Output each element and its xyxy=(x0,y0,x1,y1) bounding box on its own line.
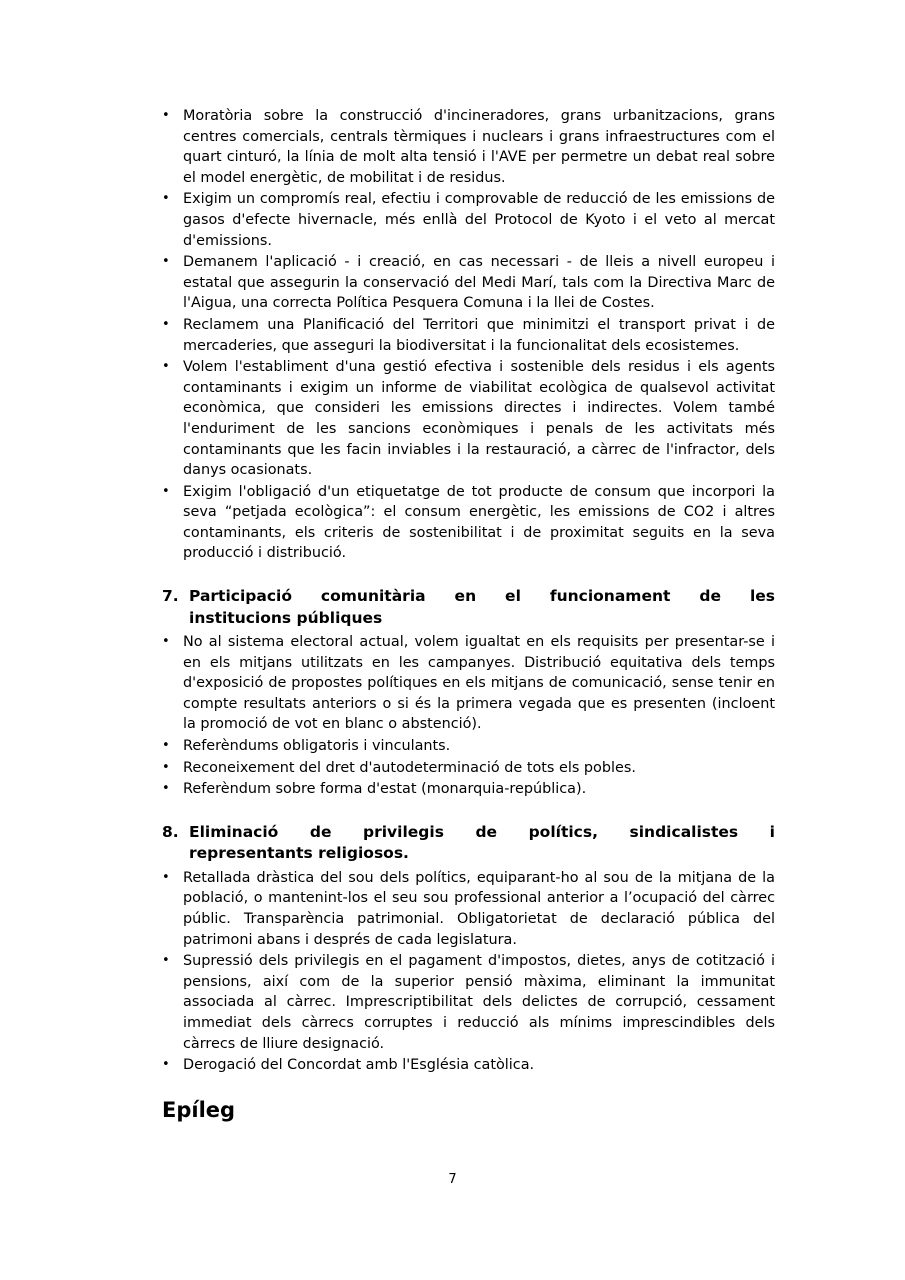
list-item-text: Moratòria sobre la construcció d'incineradores, grans urbanitzacions, grans centres comercials, centrals tèrmiques i nuclears i grans infraestructures com el quart cinturó, la línia de molt alta tensió i l'AVE per permetre un debat real sobre el model energètic, de mobilitat i de residus. xyxy=(183,108,775,186)
list-item-text: Reconeixement del dret d'autodeterminació de tots els pobles. xyxy=(183,759,636,776)
list-item-text: Demanem l'aplicació - i creació, en cas necessari - de lleis a nivell europeu i estatal que assegurin la conservació del Medi Marí, tals com la Directiva Marc de l'Aigua, una correcta Política Pesquera Comuna i la llei de Costes. xyxy=(183,254,775,312)
page-body xyxy=(162,106,775,1124)
bullet-icon: • xyxy=(162,254,170,270)
section-8-bullet-list xyxy=(162,868,775,1076)
list-item-text: Exigim un compromís real, efectiu i comprovable de reducció de les emissions de gasos d'efecte hivernacle, més enllà del Protocol de Kyoto i el veto al mercat d'emissions. xyxy=(183,191,775,249)
list-item-text: Derogació del Concordat amb l'Església catòlica. xyxy=(183,1057,535,1074)
section-7-bullet-list xyxy=(162,632,775,800)
bullet-icon: • xyxy=(162,869,170,885)
section-7-title-line1: Participació comunitària en el funcionament de les xyxy=(189,587,775,606)
list-item xyxy=(162,736,775,757)
bullet-icon: • xyxy=(162,191,170,207)
section-8-title-line2: representants religiosos. xyxy=(189,844,409,863)
section-8-number: 8. xyxy=(162,822,179,841)
bullet-icon: • xyxy=(162,953,170,969)
bullet-icon: • xyxy=(162,359,170,375)
bullet-icon: • xyxy=(162,108,170,123)
list-item-text: Referèndums obligatoris i vinculants. xyxy=(183,738,451,755)
list-item-text: Retallada dràstica del sou dels polítics, equiparant-ho al sou de la mitjana de la població, o mantenint-los el seu sou professional anterior a l’ocupació del càrrec públic. Transparència patrimonial. Obligatorietat de declaració pública del patrimoni abans i després de cada legislatura. xyxy=(183,869,775,948)
section-7-heading xyxy=(162,586,775,629)
section-8-title-line1: Eliminació de privilegis de polítics, sindicalistes i xyxy=(189,822,775,841)
list-item xyxy=(162,252,775,314)
bullet-icon: • xyxy=(162,738,170,754)
intro-bullet-list xyxy=(162,106,775,564)
epilog-heading: Epíleg xyxy=(162,1097,236,1122)
list-item xyxy=(162,758,775,779)
bullet-icon: • xyxy=(162,781,170,797)
list-item-text: Volem l'establiment d'una gestió efectiva i sostenible dels residus i els agents contaminants i exigim un informe de viabilitat ecològica de qualsevol activitat econòmica, que consideri les emissions directes i indirectes. Volem també l'enduriment de les sancions econòmiques i penals de les activitats més contaminants que les facin inviables i la restauració, a càrrec de l'infractor, dels danys ocasionats. xyxy=(183,359,775,479)
bullet-icon: • xyxy=(162,634,170,650)
list-item-text: No al sistema electoral actual, volem igualtat en els requisits per presentar-se i en els mitjans utilitzats en les campanyes. Distribució equitativa dels temps d'exposició de propostes polítiques en els mitjans de comunicació, sense tenir en compte resultats anteriors o si és la primera vegada que es presenten (incloent la promoció de vot en blanc o abstenció). xyxy=(183,634,775,733)
section-7-title-line2: institucions públiques xyxy=(189,608,383,627)
list-item xyxy=(162,632,775,735)
list-item xyxy=(162,357,775,481)
list-item xyxy=(162,779,775,800)
list-item xyxy=(162,868,775,950)
bullet-icon: • xyxy=(162,316,170,332)
list-item-text: Reclamem una Planificació del Territori que minimitzi el transport privat i de mercaderies, que asseguri la biodiversitat i la funcionalitat dels ecosistemes. xyxy=(183,316,775,354)
page-number: 7 xyxy=(448,1172,457,1187)
list-item-text: Supressió dels privilegis en el pagament d'impostos, dietes, anys de cotització i pensions, així com de la superior pensió màxima, eliminant la immunitat associada al càrrec. Imprescriptibilitat dels delictes de corrupció, cessament immediat dels càrrecs corruptes i reducció als mínims imprescindibles dels càrrecs de lliure designació. xyxy=(183,953,775,1052)
bullet-icon: • xyxy=(162,759,170,775)
section-8-heading xyxy=(162,822,775,865)
list-item-text: Referèndum sobre forma d'estat (monarquia-república). xyxy=(183,781,587,798)
list-item xyxy=(162,951,775,1054)
list-item xyxy=(162,482,775,564)
list-item xyxy=(162,106,775,188)
list-item xyxy=(162,1055,775,1076)
list-item-text: Exigim l'obligació d'un etiquetatge de tot producte de consum que incorpori la seva “petjada ecològica”: el consum energètic, les emissions de CO2 i altres contaminants, els criteris de sostenibilitat i de proximitat seguits en la seva producció i distribució. xyxy=(183,483,775,562)
bullet-icon: • xyxy=(162,483,170,499)
bullet-icon: • xyxy=(162,1057,170,1073)
section-7-number: 7. xyxy=(162,587,179,606)
list-item xyxy=(162,189,775,251)
list-item xyxy=(162,315,775,356)
